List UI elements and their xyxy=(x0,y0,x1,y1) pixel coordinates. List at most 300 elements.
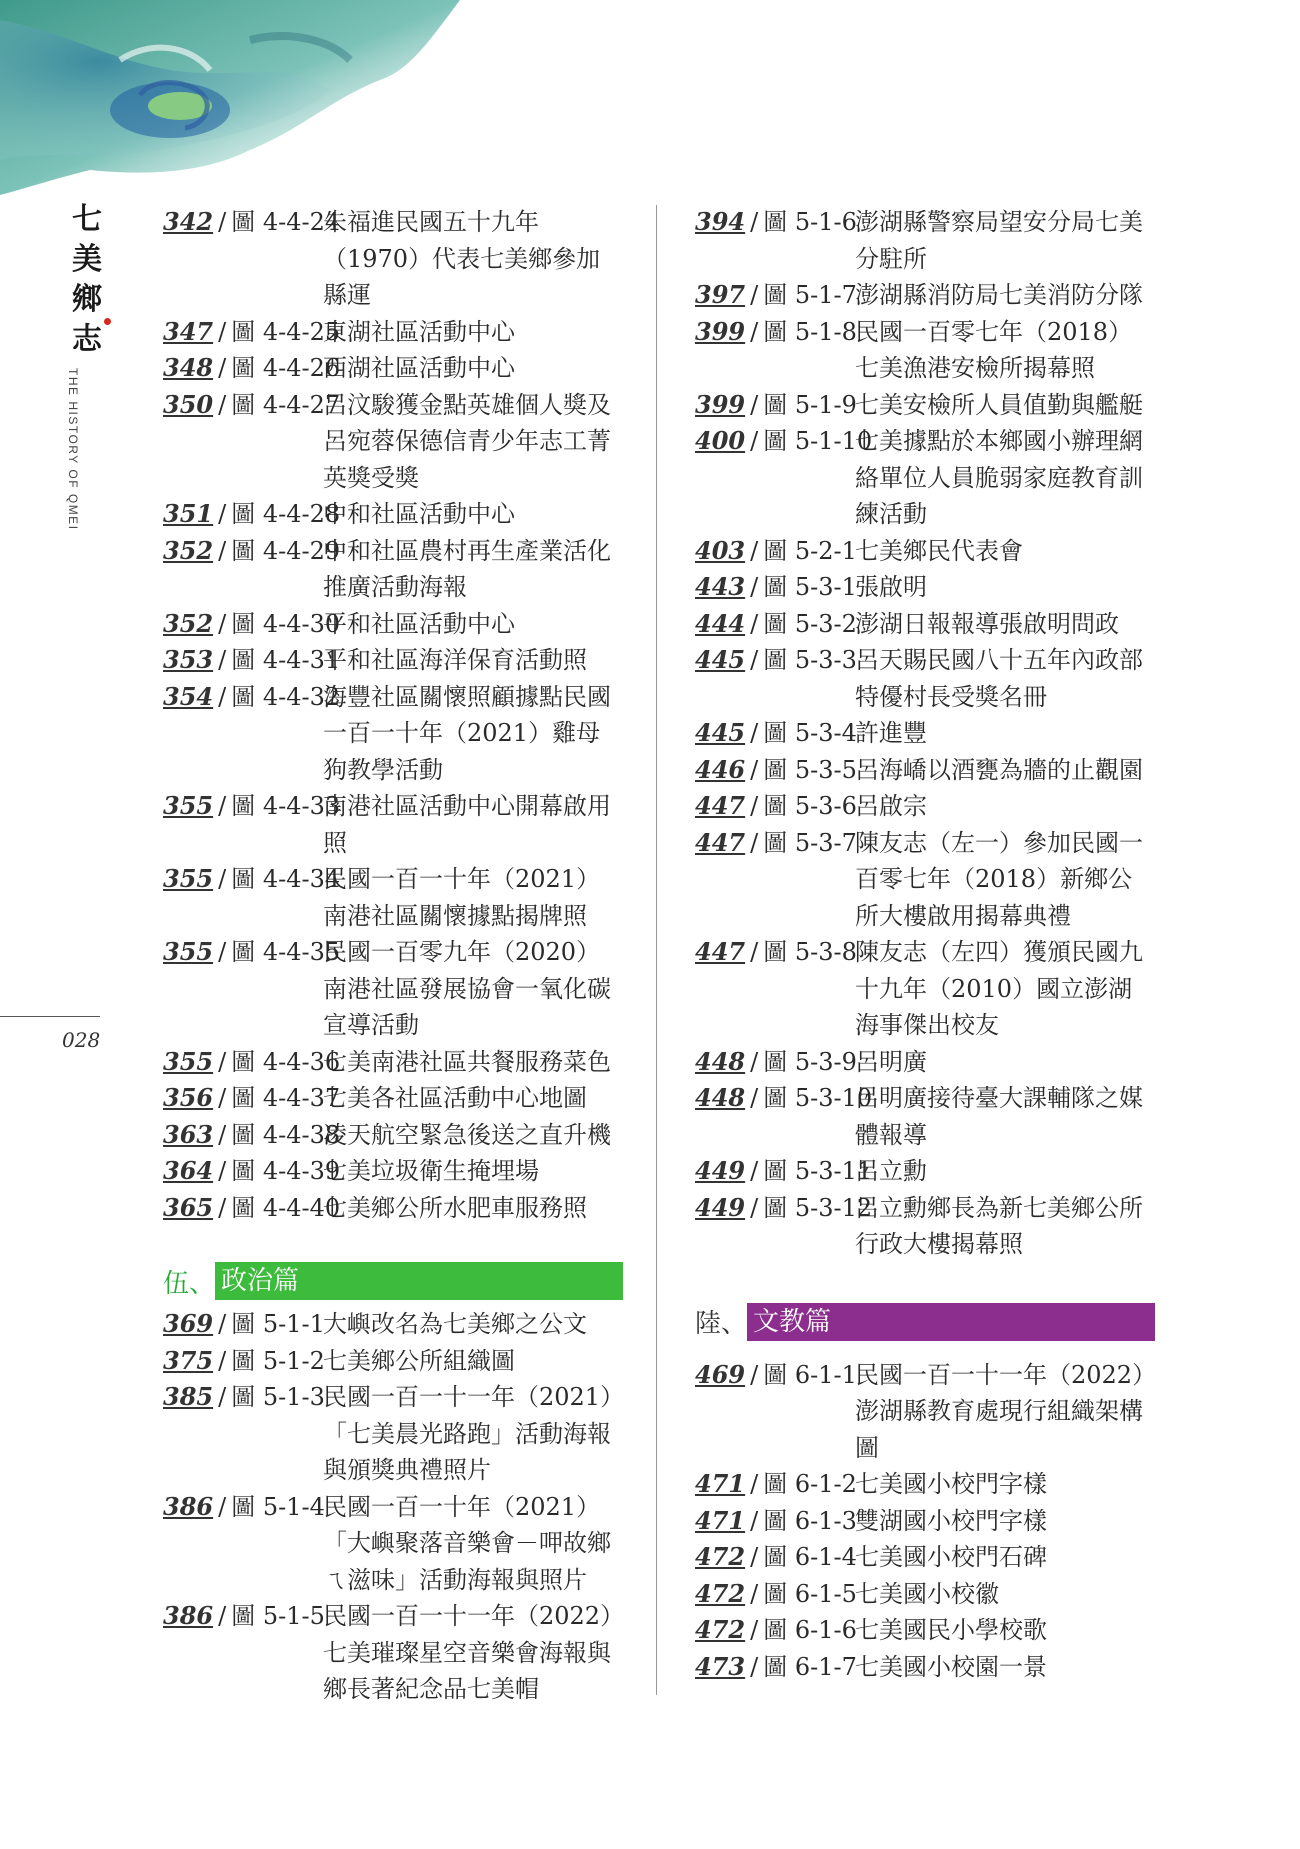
separator-slash: / xyxy=(218,317,227,346)
figure-entry-meta xyxy=(163,1080,340,1117)
page-reference-link[interactable]: 375 xyxy=(163,1345,214,1375)
page-reference-link[interactable]: 356 xyxy=(163,1083,214,1112)
separator-slash: / xyxy=(218,354,227,382)
figure-entry-meta xyxy=(695,1190,872,1227)
figure-caption: 民國一百零九年（2020）南港社區發展協會一氧化碳宣導活動 xyxy=(323,938,611,1039)
page-reference-link[interactable]: 386 xyxy=(163,1601,214,1630)
figure-entry xyxy=(163,314,623,351)
figure-entry xyxy=(163,1379,623,1489)
figure-number: 圖 4-4-37 xyxy=(231,1084,341,1112)
page-reference-link[interactable]: 471 xyxy=(695,1505,746,1535)
figure-number: 圖 5-1-4 xyxy=(231,1492,325,1521)
page-reference-link[interactable]: 399 xyxy=(695,389,746,419)
figure-entry-meta xyxy=(163,1306,325,1343)
separator-slash: / xyxy=(218,1602,227,1630)
figure-number: 圖 5-3-10 xyxy=(763,1084,873,1112)
separator-slash: / xyxy=(218,1492,227,1521)
figure-entry-meta xyxy=(695,1503,857,1540)
figure-entry-meta xyxy=(695,1466,857,1503)
figure-entry-meta xyxy=(695,934,857,971)
page-reference-link[interactable]: 394 xyxy=(695,207,746,236)
figure-number: 圖 6-1-2 xyxy=(763,1470,857,1498)
figure-entry-meta xyxy=(163,1190,340,1227)
figure-caption: 呂天賜民國八十五年內政部特優村長受獎名冊 xyxy=(855,646,1143,711)
figure-entry-meta xyxy=(695,1044,857,1081)
separator-slash: / xyxy=(750,1047,759,1076)
page-reference-link[interactable]: 469 xyxy=(695,1359,746,1389)
figure-entry xyxy=(695,1576,1155,1613)
figure-caption: 民國一百一十年（2021）「大嶼聚落音樂會－呷故鄉ㄟ滋味」活動海報與照片 xyxy=(323,1492,611,1594)
separator-slash: / xyxy=(750,1543,759,1571)
figure-entry-meta xyxy=(695,1612,857,1649)
figure-number: 圖 4-4-30 xyxy=(231,609,341,638)
figure-entry-meta xyxy=(163,679,340,716)
section-heading-culture-education xyxy=(695,1303,1155,1341)
figure-caption: 七美各社區活動中心地圖 xyxy=(323,1084,587,1112)
separator-slash: / xyxy=(218,865,227,893)
figure-caption: 呂立勳鄉長為新七美鄉公所行政大樓揭幕照 xyxy=(855,1193,1143,1258)
page-reference-link[interactable]: 447 xyxy=(695,791,746,820)
separator-slash: / xyxy=(750,1157,759,1185)
figure-entry xyxy=(695,1612,1155,1649)
figure-caption: 七美安檢所人員值勤與艦艇 xyxy=(855,390,1143,419)
separator-slash: / xyxy=(218,1157,227,1185)
separator-slash: / xyxy=(218,1310,227,1338)
page-reference-link[interactable]: 447 xyxy=(695,827,746,857)
brand-title-char: 美 xyxy=(72,242,102,277)
figure-entry-meta xyxy=(163,204,340,241)
figure-caption: 七美據點於本鄉國小辦理網絡單位人員脆弱家庭教育訓練活動 xyxy=(855,427,1143,528)
figure-entry-meta xyxy=(163,533,340,570)
separator-slash: / xyxy=(750,792,759,820)
separator-slash: / xyxy=(218,1084,227,1112)
figure-number: 圖 5-3-1 xyxy=(763,573,857,601)
page-reference-link[interactable]: 364 xyxy=(163,1156,214,1185)
figure-entry xyxy=(163,606,623,643)
page-reference-link[interactable]: 448 xyxy=(695,1083,746,1112)
figure-entry xyxy=(163,1306,623,1343)
figure-number: 圖 4-4-34 xyxy=(231,865,341,893)
figure-entry xyxy=(163,679,623,789)
figure-entry xyxy=(695,387,1155,424)
figure-caption: 澎湖日報報導張啟明問政 xyxy=(855,609,1119,638)
figure-number: 圖 5-3-12 xyxy=(763,1193,873,1222)
figure-caption: 西湖社區活動中心 xyxy=(323,354,515,382)
figure-caption: 七美垃圾衛生掩埋場 xyxy=(323,1157,539,1185)
page-reference-link[interactable]: 355 xyxy=(163,864,214,893)
figure-caption: 民國一百一十一年（2022）澎湖縣教育處現行組織架構圖 xyxy=(855,1360,1145,1462)
separator-slash: / xyxy=(218,792,227,820)
section-title: 政治篇 xyxy=(215,1262,623,1300)
figure-caption: 中和社區農村再生產業活化推廣活動海報 xyxy=(323,536,611,601)
figure-entry xyxy=(695,934,1155,1044)
figure-entry-meta xyxy=(695,1649,857,1686)
figure-entry-meta xyxy=(163,934,340,971)
figure-entry-meta xyxy=(695,533,857,570)
separator-slash: / xyxy=(750,281,759,309)
figure-number: 圖 5-1-9 xyxy=(763,390,857,419)
figure-number: 圖 5-1-3 xyxy=(231,1383,325,1411)
figure-number: 圖 4-4-33 xyxy=(231,792,341,820)
figure-number: 圖 5-3-7 xyxy=(763,828,857,857)
figure-number: 圖 5-1-7 xyxy=(763,281,857,309)
figure-number: 圖 4-4-26 xyxy=(231,354,341,382)
figure-number: 圖 5-3-4 xyxy=(763,719,857,747)
figure-number: 圖 5-1-10 xyxy=(763,427,873,455)
section-heading-politics xyxy=(163,1262,623,1300)
figure-entry-meta xyxy=(163,1117,340,1154)
separator-slash: / xyxy=(218,500,227,528)
figure-number: 圖 6-1-7 xyxy=(763,1652,857,1681)
figure-entry xyxy=(163,1044,623,1081)
figure-entry xyxy=(695,752,1155,789)
figure-entry-meta xyxy=(695,606,857,643)
figure-caption: 民國一百零七年（2018）七美漁港安檢所揭幕照 xyxy=(855,317,1133,382)
figure-caption: 澎湖縣警察局望安分局七美分駐所 xyxy=(855,208,1143,273)
figure-entry-meta xyxy=(163,496,340,533)
figure-entry xyxy=(163,496,623,533)
figure-entry xyxy=(163,533,623,606)
figure-entry-meta xyxy=(695,825,857,862)
figure-caption: 雙湖國小校門字樣 xyxy=(855,1506,1047,1535)
figure-caption: 呂啟宗 xyxy=(855,792,927,820)
figure-number: 圖 5-3-3 xyxy=(763,646,857,674)
brand-title-char: 鄉 xyxy=(72,282,102,317)
figure-entry-meta xyxy=(163,1044,340,1081)
brand-title xyxy=(72,200,102,360)
figure-entry xyxy=(695,1153,1155,1190)
separator-slash: / xyxy=(750,1360,759,1389)
figure-number: 圖 4-4-29 xyxy=(231,536,341,565)
figure-caption: 南港社區活動中心開幕啟用照 xyxy=(323,792,611,857)
figure-number: 圖 5-1-2 xyxy=(231,1346,325,1375)
figure-entry xyxy=(695,204,1155,277)
figure-number: 圖 4-4-27 xyxy=(231,390,341,419)
header-watercolor-art xyxy=(0,0,460,205)
figure-number: 圖 6-1-3 xyxy=(763,1506,857,1535)
figure-number: 圖 4-4-39 xyxy=(231,1157,341,1185)
separator-slash: / xyxy=(218,536,227,565)
figure-entry xyxy=(163,387,623,497)
figure-caption: 民國一百一十一年（2022）七美璀璨星空音樂會海報與鄉長著紀念品七美帽 xyxy=(323,1602,613,1703)
figure-entry xyxy=(163,350,623,387)
brand-red-dot-icon xyxy=(104,318,111,325)
figure-caption: 七美鄉公所水肥車服務照 xyxy=(323,1193,587,1222)
figure-entry-meta xyxy=(163,606,340,643)
figure-entry-meta xyxy=(695,752,857,789)
figure-caption: 東湖社區活動中心 xyxy=(323,317,515,346)
figure-entry xyxy=(695,1649,1155,1686)
separator-slash: / xyxy=(218,1047,227,1076)
separator-slash: / xyxy=(750,573,759,601)
figure-caption: 七美國小校門石碑 xyxy=(855,1543,1047,1571)
page-reference-link[interactable]: 355 xyxy=(163,791,214,820)
page-reference-link[interactable]: 350 xyxy=(163,389,214,419)
figure-list xyxy=(695,204,1155,1263)
page-reference-link[interactable]: 443 xyxy=(695,572,746,601)
figure-entry xyxy=(695,715,1155,752)
figure-number: 圖 4-4-24 xyxy=(231,208,341,236)
figure-entry xyxy=(163,1080,623,1117)
figure-number: 圖 6-1-6 xyxy=(763,1616,857,1644)
figure-number: 圖 5-1-8 xyxy=(763,317,857,346)
figure-caption: 平和社區活動中心 xyxy=(323,609,515,638)
separator-slash: / xyxy=(218,1383,227,1411)
figure-entry xyxy=(695,1503,1155,1540)
figure-entry-meta xyxy=(163,1598,325,1635)
separator-slash: / xyxy=(218,1120,227,1149)
separator-slash: / xyxy=(750,938,759,966)
brand-subtitle: THE HISTORY OF QMEI xyxy=(66,368,80,531)
separator-slash: / xyxy=(218,1193,227,1222)
figure-entry xyxy=(695,642,1155,715)
figure-number: 圖 4-4-32 xyxy=(231,682,341,711)
figure-entry xyxy=(695,277,1155,314)
figure-caption: 七美南港社區共餐服務菜色 xyxy=(323,1047,611,1076)
figure-caption: 陳友志（左一）參加民國一百零七年（2018）新鄉公所大樓啟用揭幕典禮 xyxy=(855,828,1143,930)
section-number: 伍、 xyxy=(163,1268,216,1299)
figure-caption: 七美國小校門字樣 xyxy=(855,1470,1047,1498)
page-reference-link[interactable]: 445 xyxy=(695,645,746,674)
figure-entry-meta xyxy=(163,1489,325,1526)
figure-entry xyxy=(695,314,1155,387)
figure-caption: 朱福進民國五十九年（1970）代表七美鄉參加縣運 xyxy=(323,208,601,309)
figure-entry-meta xyxy=(163,350,340,387)
separator-slash: / xyxy=(750,719,759,747)
separator-slash: / xyxy=(750,1193,759,1222)
figure-number: 圖 4-4-31 xyxy=(231,646,341,674)
separator-slash: / xyxy=(218,938,227,966)
figure-entry xyxy=(695,423,1155,533)
figure-entry xyxy=(695,1466,1155,1503)
figure-entry-meta xyxy=(163,1153,340,1190)
figure-entry-meta xyxy=(695,1080,872,1117)
figure-caption: 七美鄉民代表會 xyxy=(855,536,1023,565)
page-reference-link[interactable]: 471 xyxy=(695,1469,746,1498)
page-reference-link[interactable]: 472 xyxy=(695,1615,746,1644)
figure-entry-meta xyxy=(695,314,857,351)
figure-entry xyxy=(163,1153,623,1190)
figure-entry xyxy=(695,1190,1155,1263)
page-reference-link[interactable]: 449 xyxy=(695,1156,746,1185)
figure-number: 圖 5-3-11 xyxy=(763,1157,873,1185)
figure-caption: 民國一百一十一年（2021）「七美晨光路跑」活動海報與頒獎典禮照片 xyxy=(323,1383,613,1484)
separator-slash: / xyxy=(750,1084,759,1112)
figure-number: 圖 5-3-9 xyxy=(763,1047,857,1076)
figure-list xyxy=(163,1306,623,1708)
figure-entry xyxy=(695,533,1155,570)
figure-number: 圖 5-1-6 xyxy=(763,208,857,236)
figure-number: 圖 4-4-36 xyxy=(231,1047,341,1076)
page-reference-link[interactable]: 449 xyxy=(695,1192,746,1222)
figure-caption: 七美國民小學校歌 xyxy=(855,1616,1047,1644)
figure-number: 圖 5-1-5 xyxy=(231,1602,325,1630)
figure-entry xyxy=(695,606,1155,643)
left-column xyxy=(163,204,623,1708)
section-number: 陸、 xyxy=(695,1309,748,1339)
figure-entry-meta xyxy=(695,1153,872,1190)
page-reference-link[interactable]: 385 xyxy=(163,1382,214,1411)
figure-entry xyxy=(163,1489,623,1599)
figure-caption: 七美國小校徽 xyxy=(855,1579,999,1608)
figure-entry xyxy=(695,569,1155,606)
page-number: 028 xyxy=(62,1028,101,1052)
page-reference-link[interactable]: 399 xyxy=(695,316,746,346)
page-reference-link[interactable]: 353 xyxy=(163,645,214,674)
figure-entry xyxy=(163,204,623,314)
separator-slash: / xyxy=(750,317,759,346)
figure-number: 圖 4-4-25 xyxy=(231,317,341,346)
column-divider xyxy=(656,205,657,1695)
figure-caption: 呂海嶠以酒甕為牆的止觀園 xyxy=(855,755,1143,784)
figure-list xyxy=(695,1357,1155,1686)
figure-entry xyxy=(695,1080,1155,1153)
figure-entry-meta xyxy=(163,387,340,424)
figure-entry-meta xyxy=(695,423,872,460)
separator-slash: / xyxy=(750,646,759,674)
page-reference-link[interactable]: 352 xyxy=(163,608,214,638)
figure-number: 圖 5-2-1 xyxy=(763,536,857,565)
page-reference-link[interactable]: 355 xyxy=(163,1046,214,1076)
page-reference-link[interactable]: 348 xyxy=(163,353,214,382)
page-reference-link[interactable]: 448 xyxy=(695,1046,746,1076)
figure-caption: 澎湖縣消防局七美消防分隊 xyxy=(855,281,1143,309)
page-reference-link[interactable]: 446 xyxy=(695,754,746,784)
separator-slash: / xyxy=(750,1616,759,1644)
page-reference-link[interactable]: 472 xyxy=(695,1578,746,1608)
separator-slash: / xyxy=(750,536,759,565)
page-reference-link[interactable]: 473 xyxy=(695,1651,746,1681)
figure-number: 圖 6-1-5 xyxy=(763,1579,857,1608)
figure-entry xyxy=(163,934,623,1044)
page-reference-link[interactable]: 365 xyxy=(163,1192,214,1222)
separator-slash: / xyxy=(750,208,759,236)
page-reference-link[interactable]: 400 xyxy=(695,426,746,455)
figure-entry-meta xyxy=(695,277,857,314)
figure-number: 圖 6-1-4 xyxy=(763,1543,857,1571)
separator-slash: / xyxy=(218,390,227,419)
figure-caption: 呂立勳 xyxy=(855,1157,927,1185)
figure-caption: 許進豐 xyxy=(855,719,927,747)
figure-entry-meta xyxy=(695,642,857,679)
separator-slash: / xyxy=(218,208,227,236)
figure-entry-meta xyxy=(163,788,340,825)
figure-entry xyxy=(163,861,623,934)
page-number-rule xyxy=(0,1016,100,1017)
figure-entry xyxy=(695,1044,1155,1081)
figure-number: 圖 5-3-6 xyxy=(763,792,857,820)
figure-caption: 凌天航空緊急後送之直升機 xyxy=(323,1120,611,1149)
figure-caption: 大嶼改名為七美鄉之公文 xyxy=(323,1310,587,1338)
page-reference-link[interactable]: 342 xyxy=(163,207,214,236)
page-reference-link[interactable]: 445 xyxy=(695,718,746,747)
figure-caption: 中和社區活動中心 xyxy=(323,500,515,528)
figure-entry-meta xyxy=(163,861,340,898)
figure-entry-meta xyxy=(695,1357,857,1394)
figure-caption: 民國一百一十年（2021）南港社區關懷據點揭牌照 xyxy=(323,865,601,930)
figure-entry-meta xyxy=(163,1343,325,1380)
figure-entry xyxy=(695,1357,1155,1467)
figure-entry-meta xyxy=(695,569,857,606)
figure-entry xyxy=(163,1343,623,1380)
figure-entry xyxy=(163,1190,623,1227)
page-reference-link[interactable]: 352 xyxy=(163,535,214,565)
separator-slash: / xyxy=(750,427,759,455)
figure-entry-meta xyxy=(163,1379,325,1416)
figure-entry xyxy=(163,1598,623,1708)
figure-list xyxy=(163,204,623,1226)
figure-entry xyxy=(163,642,623,679)
figure-caption: 七美鄉公所組織圖 xyxy=(323,1346,515,1375)
page-reference-link[interactable]: 447 xyxy=(695,937,746,966)
figure-number: 圖 4-4-28 xyxy=(231,500,341,528)
figure-caption: 海豐社區關懷照顧據點民國一百一十年（2021）雞母狗教學活動 xyxy=(323,682,611,784)
separator-slash: / xyxy=(218,609,227,638)
figure-caption: 陳友志（左四）獲頒民國九十九年（2010）國立澎湖海事傑出校友 xyxy=(855,938,1143,1039)
figure-number: 圖 5-1-1 xyxy=(231,1310,325,1338)
figure-entry-meta xyxy=(695,715,857,752)
figure-entry-meta xyxy=(695,204,857,241)
figure-entry xyxy=(695,788,1155,825)
figure-number: 圖 4-4-38 xyxy=(231,1120,341,1149)
brand-title-char: 志 xyxy=(72,322,102,357)
figure-entry xyxy=(695,825,1155,935)
figure-entry-meta xyxy=(695,1539,857,1576)
separator-slash: / xyxy=(750,755,759,784)
separator-slash: / xyxy=(750,828,759,857)
figure-number: 圖 4-4-35 xyxy=(231,938,341,966)
figure-entry-meta xyxy=(695,1576,857,1613)
page-reference-link[interactable]: 444 xyxy=(695,608,746,638)
figure-caption: 七美國小校園一景 xyxy=(855,1652,1047,1681)
page-reference-link[interactable]: 369 xyxy=(163,1309,214,1338)
figure-caption: 呂明廣 xyxy=(855,1047,927,1076)
right-column xyxy=(695,204,1155,1685)
separator-slash: / xyxy=(750,1652,759,1681)
figure-entry-meta xyxy=(163,642,340,679)
figure-caption: 呂明廣接待臺大課輔隊之媒體報導 xyxy=(855,1084,1143,1149)
page-reference-link[interactable]: 397 xyxy=(695,280,746,309)
figure-entry xyxy=(695,1539,1155,1576)
page-reference-link[interactable]: 355 xyxy=(163,937,214,966)
figure-entry-meta xyxy=(695,387,857,424)
figure-entry xyxy=(163,1117,623,1154)
brand-title-char: 七 xyxy=(72,202,102,237)
page-reference-link[interactable]: 386 xyxy=(163,1491,214,1521)
separator-slash: / xyxy=(750,1506,759,1535)
separator-slash: / xyxy=(218,1346,227,1375)
separator-slash: / xyxy=(750,1470,759,1498)
separator-slash: / xyxy=(750,390,759,419)
figure-number: 圖 5-3-5 xyxy=(763,755,857,784)
separator-slash: / xyxy=(218,646,227,674)
separator-slash: / xyxy=(750,1579,759,1608)
figure-caption: 平和社區海洋保育活動照 xyxy=(323,646,587,674)
page-reference-link[interactable]: 351 xyxy=(163,499,214,528)
separator-slash: / xyxy=(750,609,759,638)
page-reference-link[interactable]: 363 xyxy=(163,1119,214,1149)
figure-caption: 張啟明 xyxy=(855,573,927,601)
page-reference-link[interactable]: 472 xyxy=(695,1542,746,1571)
figure-number: 圖 5-3-2 xyxy=(763,609,857,638)
section-title: 文教篇 xyxy=(747,1303,1155,1341)
figure-entry-meta xyxy=(163,314,340,351)
page-reference-link[interactable]: 354 xyxy=(163,681,214,711)
page-reference-link[interactable]: 403 xyxy=(695,535,746,565)
figure-entry-meta xyxy=(695,788,857,825)
page-reference-link[interactable]: 347 xyxy=(163,316,214,346)
figure-number: 圖 5-3-8 xyxy=(763,938,857,966)
